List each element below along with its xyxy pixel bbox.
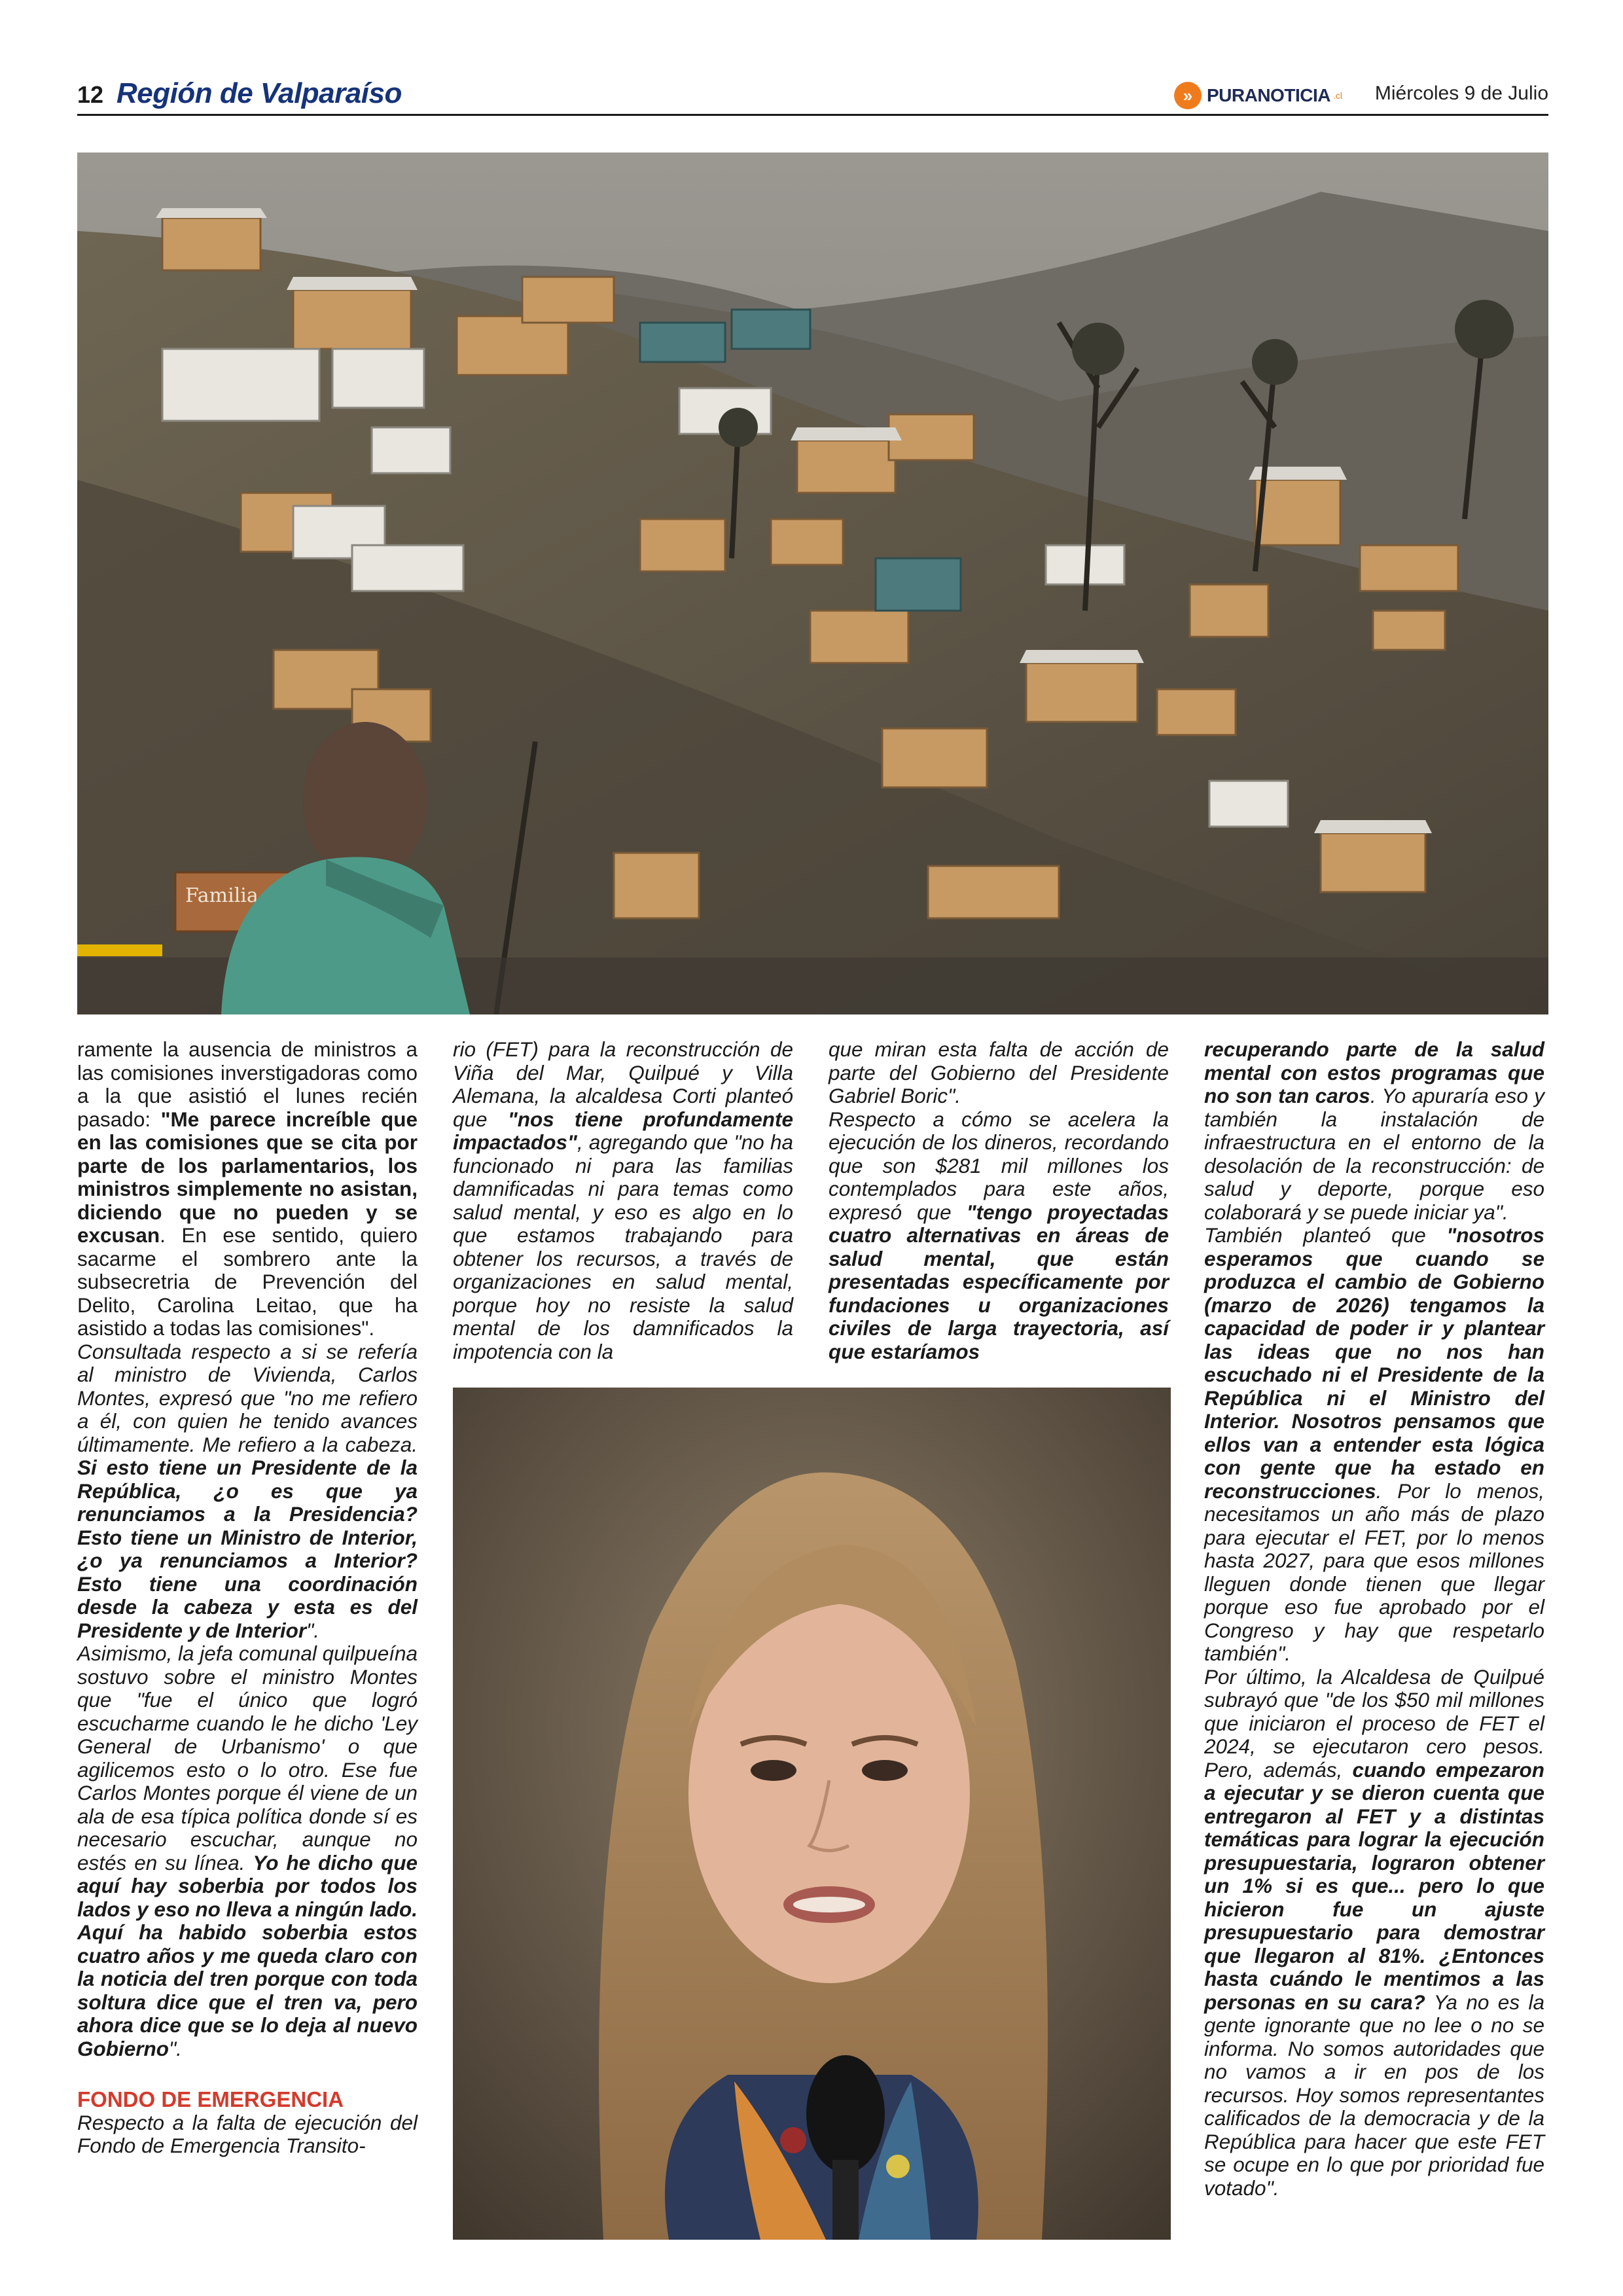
play-chevron-icon: » <box>1174 82 1202 109</box>
paragraph: Respecto a la falta de ejecución del Fondo de Emergencia Transito- <box>77 2110 418 2157</box>
mayor-portrait-photo <box>453 1388 1171 2240</box>
brand-name: PURANOTICIA <box>1207 85 1330 105</box>
family-sign-text: Familia <box>185 884 259 907</box>
article-column-1 <box>77 1038 418 2239</box>
subheading: FONDO DE EMERGENCIA <box>77 2087 344 2111</box>
hillside-reconstruction-photo <box>77 152 1548 1014</box>
article-column-4 <box>1204 1038 1544 2239</box>
paragraph: que miran esta falta de acción de parte del Gobierno del Presidente Gabriel Boric". <box>829 1037 1169 1107</box>
paragraph: ramente la ausencia de ministros a las comisiones inverstigadoras como a la que asistió el lunes recién pasado: "Me parece increíble que en las comisiones que se cita por parte de los parlamentarios, los ministros simplemente no asistan, diciendo que no pueden y se excusan. En ese sentido, quiero sacarme el sombrero ante la subsecretria de Prevención del Delito, Carolina Leitao, que ha asistido a todas las comisiones". <box>77 1037 418 1340</box>
paragraph: recuperando parte de la salud mental con estos programas que no son tan caros. Yo apuraría eso y también la instalación de infraestructura en el entorno de la desolación de la reconstrucción: de salud y deporte, porque eso colaborará y se puede iniciar ya". <box>1204 1037 1545 1224</box>
article-column-2 <box>453 1037 794 1363</box>
section-title: Región de Valparaíso <box>116 77 402 109</box>
paragraph: Asimismo, la jefa comunal quilpueína sostuvo sobre el ministro Montes que "fue el único que logró escucharme cuando le he dicho 'Ley General de Urbanismo' o que agilicemos esto o lo otro. Ese fue Carlos Montes porque él viene de un ala de esa típica política donde sí es necesario escuchar, aunque no estés en su línea. Yo he dicho que aquí hay soberbia por todos los lados y eso no lleva a ningún lado. Aquí ha habido soberbia estos cuatro años y me queda claro con la noticia del tren porque con toda soltura dice que el tren va, pero ahora dice que se lo deja al nuevo Gobierno". <box>77 1641 418 2060</box>
brand-logo <box>1174 80 1342 111</box>
paragraph: rio (FET) para la reconstrucción de Viña del Mar, Quilpué y Villa Alemana, la alcaldesa Corti planteó que "nos tiene profundamente impactados", agregando que "no ha funcionado ni para las familias damnificadas ni para temas como salud mental, y eso es algo en lo que estamos trabajando para obtener los recursos, a través de organizaciones en salud mental, porque hoy no resiste la salud mental de los damnificados la impotencia con la <box>453 1037 794 1363</box>
issue-date: Miércoles 9 de Julio <box>1374 82 1548 104</box>
page-number: 12 <box>77 81 104 108</box>
paragraph: Respecto a cómo se acelera la ejecución de los dineros, recordando que son $281 mil millones los contemplados para este años, expresó que "tengo proyectadas cuatro alternativas en áreas de salud mental, que están presentadas específicamente por fundaciones u organizaciones civiles de larga trayectoria, así que estaríamos <box>829 1107 1169 1363</box>
paragraph: Por último, la Alcaldesa de Quilpué subrayó que "de los $50 mil millones que iniciaron el proceso de FET el 2024, se ejecutaron cero pesos. Pero, además, cuando empezaron a ejecutar y se dieron cuenta que entregaron al FET y a distintas temáticas para lograr la ejecución presupuestaria, lograron obtener un 1% si es que... pero lo que hicieron fue un ajuste presupuestario para demostrar que llegaron al 81%. ¿Entonces hasta cuándo le mentimos a las personas en su cara? Ya no es la gente ignorante que no lee o no se informa. No somos autoridades que no vamos a ir en pos de los recursos. Hoy somos representantes calificados de la democracia y de la República para hacer que este FET se ocupe en lo que por prioridad fue votado". <box>1204 1664 1545 2200</box>
page-header <box>77 77 1548 116</box>
brand-suffix: .cl <box>1332 90 1342 101</box>
paragraph: También planteó que "nosotros esperamos que cuando se produzca el cambio de Gobierno (marzo de 2026) tengamos la capacidad de poder ir y plantear las ideas que no nos han escuchado ni el Presidente de la República ni el Ministro del Interior. Nosotros pensamos que ellos van a entender esta lógica con gente que ha estado en reconstrucciones. Por lo menos, necesitamos un año más de plazo para ejecutar el FET, por lo menos hasta 2027, para que esos millones lleguen donde tienen que llegar porque eso fue aprobado por el Congreso y hay que respetarlo también". <box>1204 1223 1544 1665</box>
paragraph: Consultada respecto a si se refería al ministro de Vivienda, Carlos Montes, expresó que "no me refiero a él, con quien he tenido avances últimamente. Me refiero a la cabeza. Si esto tiene un Presidente de la República, ¿o es que ya renunciamos a la Presidencia? Esto tiene un Ministro de Interior, ¿o ya renunciamos a Interior? Esto tiene una coordinación desde la cabeza y esta es del Presidente y de Interior". <box>77 1339 418 1642</box>
article-column-3 <box>829 1037 1169 1363</box>
